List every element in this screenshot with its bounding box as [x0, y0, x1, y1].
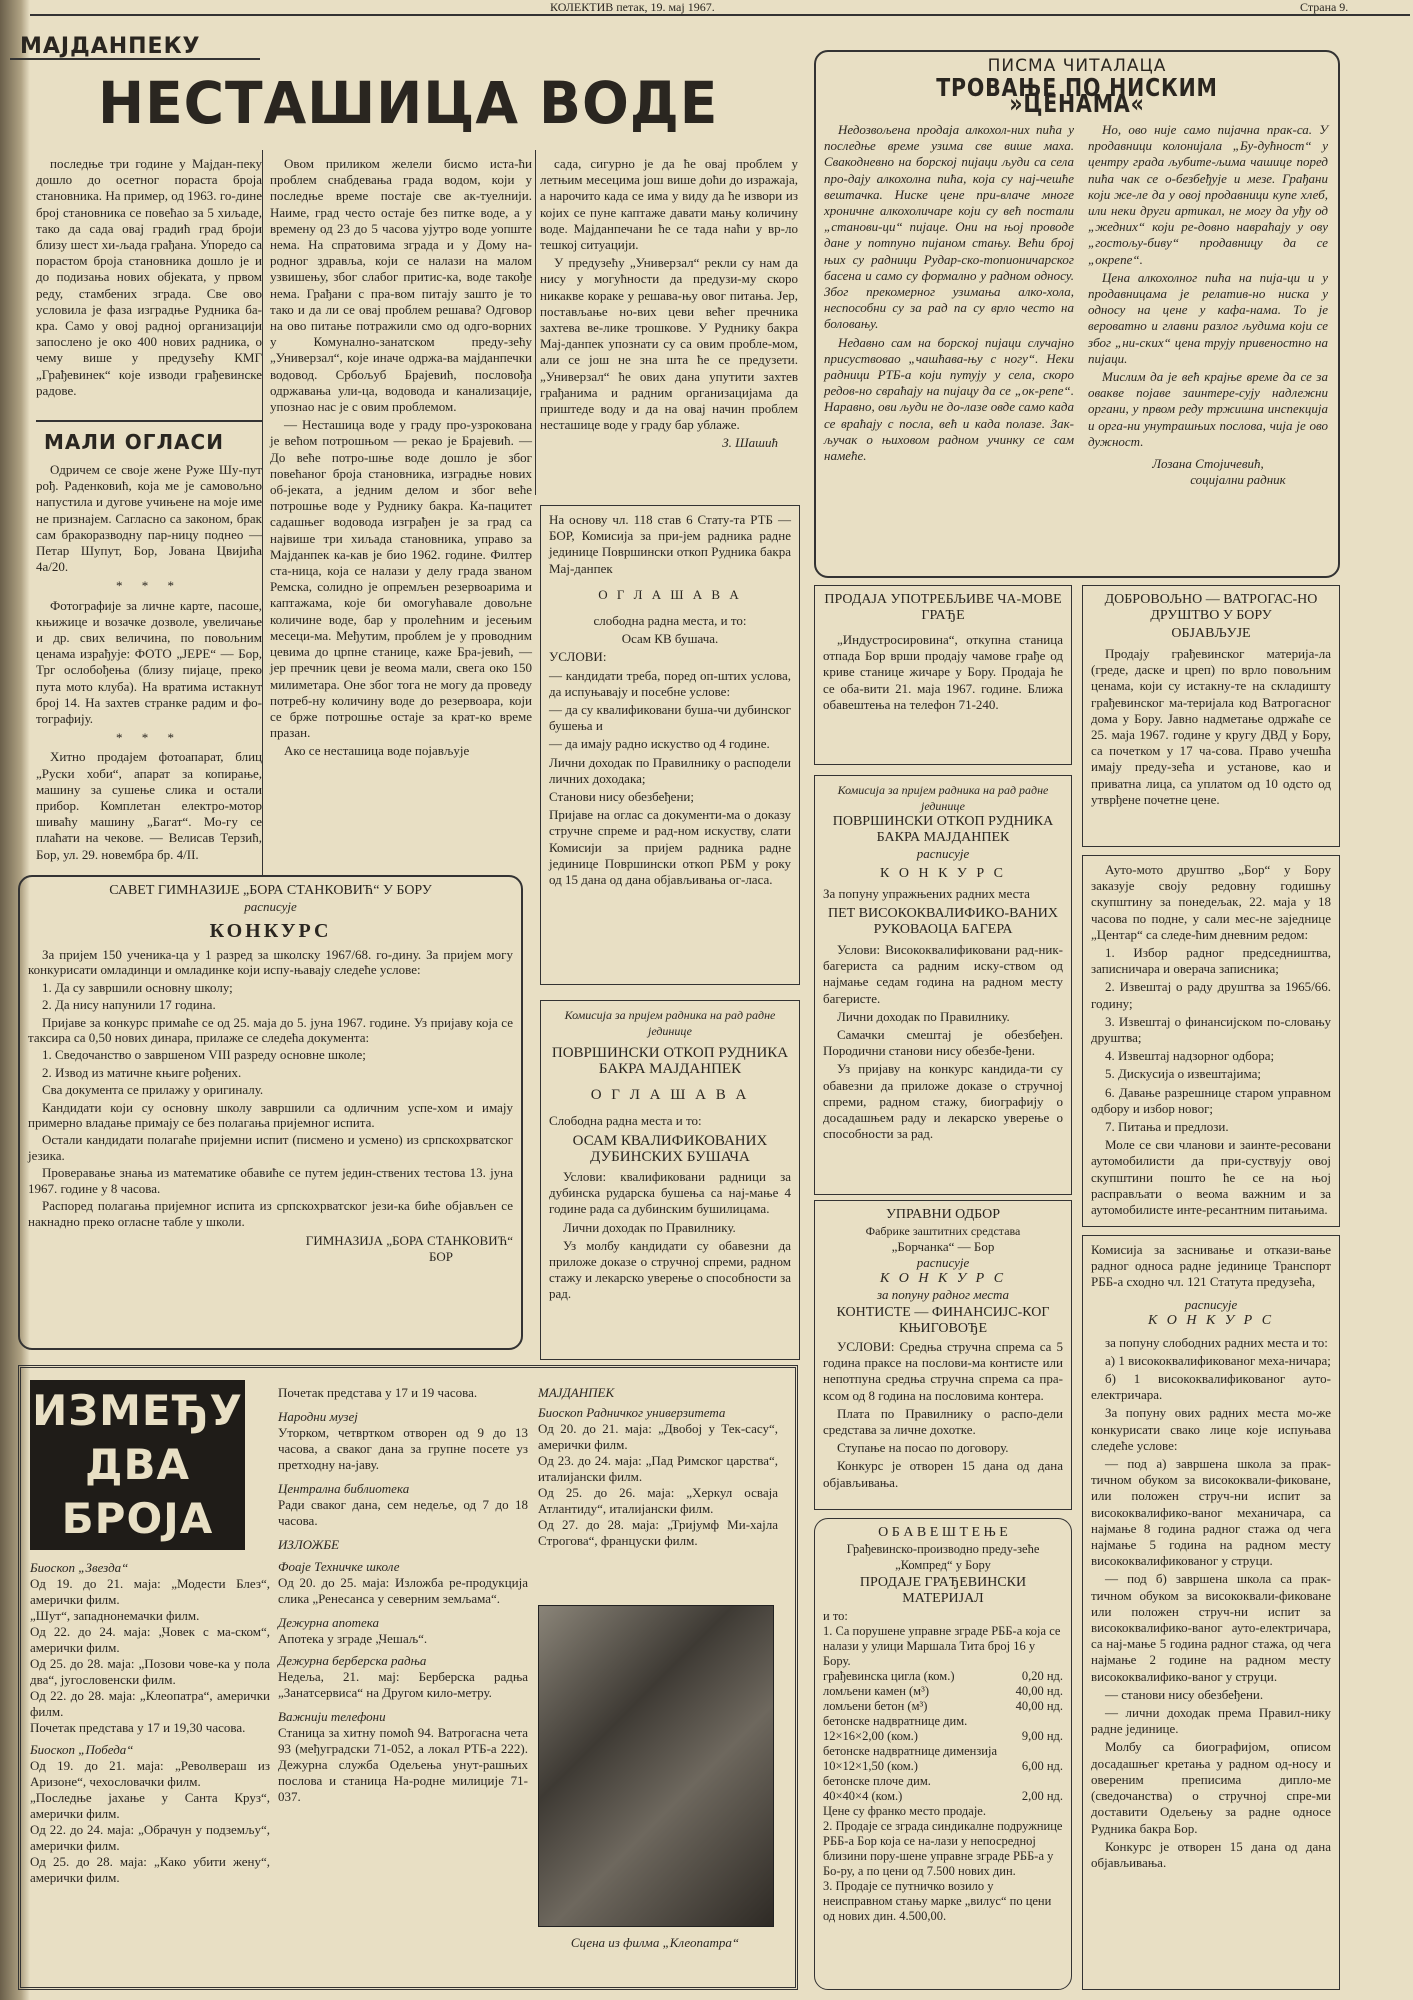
- cinema-listing: Почетак представа у 17 и 19,30 часова.: [30, 1720, 246, 1735]
- borc-start: Ступање на посао по договору.: [837, 1440, 1009, 1456]
- notice-item: ломљени камен (м³): [823, 1684, 929, 1698]
- borc-s1: за попуну радног места: [876, 1287, 1010, 1302]
- cinema-listing: Од 22. до 24. маја: „Човек с ма-ском“, амерички филм.: [30, 1624, 270, 1655]
- letter-role: социјални радник: [1190, 472, 1286, 488]
- gym-line1: САВЕТ ГИМНАЗИЈЕ „БОРА СТАНКОВИЋ“ У БОРУ: [109, 883, 432, 898]
- tr-body: Комисија за заснивање и откази-вање радног односа радне јединице Транспорт РББ-а сходно чл. 121 Статута предузећа,: [1091, 1242, 1331, 1290]
- notice-i2: 2. Продаје се зграда синдикалне подружнице РББ-а Бор која се на-лази у непосредној близини пору-шене управне зграде РББ-а у Бо-ру, а по цени од 7.500 нових дин.: [823, 1819, 1063, 1878]
- water-col1: [36, 156, 262, 401]
- ogl2-kicker: Комисија за пријем радника на рад радне јединице: [564, 1008, 776, 1038]
- cinema-listing: „Последње јахање у Санта Круз“, амерички филм.: [30, 1790, 270, 1821]
- auto-end: Моле се сви чланови и заинте-ресовани аутомобилисти да при-суствују овој скупштини пошто ће се на њој расправљати о веома важним и за аутомобилисте инте-ресантним питањима.: [1091, 1137, 1331, 1218]
- ogl2-org: ПОВРШИНСКИ ОТКОП РУДНИКА БАКРА МАЈДАНПЕК: [551, 1045, 789, 1077]
- ads-separator: * * *: [116, 730, 182, 746]
- tr-s1: за попуну слободних радних места и то:: [1105, 1334, 1328, 1350]
- auto-i3: 3. Извештај о финансијском по-словању друштва;: [1091, 1013, 1331, 1046]
- foyer-head: Фоаје Техничке школе: [278, 1559, 400, 1574]
- notice-item: 10×12×1,50 (ком.): [823, 1759, 918, 1773]
- notice-price: 2,00 нд.: [1021, 1789, 1063, 1803]
- tr-c4: — лични доходак према Правил-нику радне јединице.: [1091, 1705, 1331, 1737]
- gym-sign2: БОР: [429, 1248, 453, 1264]
- ogl1-s1: слободна радна места, и то:: [593, 613, 747, 629]
- between-issues-logo: ИЗМЕЂУ ДВА БРОЈА: [30, 1380, 245, 1550]
- bor-cinemas: [30, 1560, 270, 1886]
- notice-price: 0,20 нд.: [1021, 1669, 1063, 1683]
- announcement-drillers-2: [540, 1000, 800, 1360]
- water-col3-p2: У предузећу „Универзал“ рекли су нам да нису у могућности да предузи-му скоро никакве кораке у решава-њу овог питања. Јер, постављање но-вих цеви већег пречника захтева ве-лике трошкове. У Руднику бакра Мај-данпек упознати су са овим пробле-мом, али се још не зна шта ће се предузети. „Универзал“ ће ових дана упутити захтев грађанима и радним организацијама да приштеде воду и да на овај начин проблем несташице воде у граду бар ублаже.: [540, 255, 798, 433]
- page-header: [30, 0, 1410, 16]
- ogl2-u: Услови: квалификовани радници за дубинска рударска бушења са нај-мање 4 године рада са дубинским бушилицама.: [549, 1169, 791, 1217]
- water-col2-p1: Овом приликом желели бисмо иста-ћи проблем снабдевања града водом, који у последње време постаје све ак-туелнији. Наиме, град често остаје без питке воде, а у времену од 23 до 5 часова ујутро воде уопште нема. На спратовима зграда и у Дому на-родног здравља, који се налази на малом узвишењу, због слабог притис-ка, воде такође нема. Грађани с пра-вом питају зашто је то тако и да ли се овај проблем решава? Одговор на ово питање потражили смо од одго-ворних у Комунално-занатском преду-зећу „Универзал“, које иначе одржа-ва мајданпечки водовод. Србољуб Брајевић, пословођа одржавања ули-ца, водовода и канализације, упознао нас је с овим проблемом.: [270, 156, 532, 415]
- foyer-text: Од 20. до 25. маја: Изложба ре-продукција слика „Ренесанса у северним земљама“.: [278, 1575, 528, 1606]
- col-rule-1: [262, 150, 263, 875]
- notice-item: 40×40×4 (ком.): [823, 1789, 903, 1803]
- fire-body: Продају грађевинског материја-ла (греде, даске и цреп) по врло повољним ценама, који су истакну-те на складишту грађевинског ма-теријала код Ватрогасног дома у Бору. Јавно надметање одржаће се 25. маја 1967. године у кругу ДВД у Бору, са почетком у 17 ча-сова. Право учешћа имају преду-зећа и установе, као и приватна лица, са уплатом од 10 одсто од утврђене почетне цене.: [1091, 646, 1331, 807]
- ad-1: Одричем се своје жене Руже Шу-пут рођ. Раденковић, која ме је самовољно напустила и дугове учињене на моје име не признајем. Сагласно са законом, брак сам бракоразводну пар-ницу поднео — Петар Шупут, Бор, Јована Цвијића 4а/20.: [36, 462, 262, 575]
- ogl2-apply: Уз молбу кандидати су обавезни да приложе доказе о стручној спреми, радном стажу и лекарско уверење о способности за рад.: [549, 1237, 791, 1302]
- phones-head: Важнији телефони: [278, 1709, 386, 1724]
- water-col1-p1: последње три године у Мајдан-пеку дошло до осетног пораста броја становника. На пример, од 1963. го-дине број становника се повећао за 5 хиљаде, тако да сада овај градић град броји близу шест хи-љада грађана. Упоредо са порастом броја становника дошло је и до подизања нових објеката, у првом реду, стамбених зграда. Све ово условила је фаза изградње Рудника ба-кра. Само у овој радној организацији запослено је око 400 нових радника, о чему више у предузећу КМГ „Грађевинек“ које изводи грађевинске радове.: [36, 156, 262, 398]
- tr-b: б) 1 висококвалификованог ауто-електричара.: [1091, 1371, 1331, 1403]
- mgr-head: К О Н К У Р С: [880, 866, 1006, 881]
- ad-2: Фотографије за личне карте, пасоше, књижице и возачке дозволе, увеличање и др. свих величина, по повољним ценама израђује: ФОТО „ЈЕРЕ“ — Бор, Трг ослобођења (близу пијаце, преко пута мото клуба). На вратима истакнут број 14. На захтев странке радим и фо-тографију.: [36, 597, 262, 727]
- mgr-u: Услови: Висококвалификовани рад-ник-багериста са радним иску-ством од најмање седам година на радном месту багеристе.: [823, 942, 1063, 1006]
- gym-body5: Остали кандидати полагаће пријемни испит (писмено и усмено) из српскохрватског језика.: [28, 1132, 513, 1163]
- mp-listing: Од 25. до 26. маја: „Херкул осваја Атлантиду“, италијански филм.: [538, 1485, 778, 1516]
- gym-body7: Распоред полагања пријемног испита из српскохрватског јези-ка биће објављен се накнадно преко огласне табле у школи.: [28, 1198, 513, 1229]
- tr-c2: — под б) завршена школа са прак-тичном обуком за висококвали-фиковане или положен струч-ни испит за висококвалифико-ваног ауто-електричара, са нај-мање 5 година радног стажа, од чега најмање 2 године на радном месту висококвалифико-ваног у струци.: [1091, 1571, 1331, 1684]
- notice-price: 9,00 нд.: [1021, 1729, 1063, 1743]
- ogl2-pay: Лични доходак по Правилнику.: [563, 1219, 736, 1235]
- cinema-listing: Од 19. до 21. маја: „Модести Блез“, амерички филм.: [30, 1576, 270, 1607]
- notice-item: ломљени бетон (м³): [823, 1699, 928, 1713]
- ogl1-apply: Пријаве на оглас са документи-ма о доказу стручне спреме и рад-ном искуству, слати Комисији за пријем радника радне јединице Површински откоп РБМ у року од 15 дана од дана објављивања ог-ласа.: [549, 807, 791, 888]
- auto-body: Ауто-мото друштво „Бор“ у Бору заказује своју редовну годишњу скупштину за понедељак, 22. маја у 18 часова по подне, у сали мес-не заједнице „Центар“ са следе-ћим дневним редом:: [1091, 862, 1331, 942]
- ogl1-u2: — да су квалификовани буша-чи дубинског бушења и: [549, 702, 791, 734]
- mgr-flat: Самачки смештај је обезбеђен. Породични станови нису обезбе-ђени.: [823, 1027, 1063, 1059]
- cinema-listing: Од 19. до 21. маја: „Револвераш из Аризоне“, чехословачки филм.: [30, 1758, 270, 1789]
- header-page: Страна 9.: [1300, 0, 1349, 14]
- transport-competition: [1082, 1235, 1340, 1990]
- header-paper: КОЛЕКТИВ петак, 19. мај 1967.: [550, 0, 715, 14]
- ads-separator: * * *: [116, 578, 182, 594]
- museum-head: Народни музеј: [278, 1409, 358, 1424]
- mp-cinema: Биоскоп Радничког универзитета: [538, 1405, 726, 1420]
- gym-body4: Кандидати који су основну школу завршили са одличним успе-хом и имају примерно владање примају се без полагања пријемног испита.: [28, 1099, 513, 1131]
- borc-head: К О Н К У Р С: [879, 1271, 1007, 1286]
- mid-start: Почетак представа у 17 и 19 часова.: [278, 1385, 478, 1400]
- photo-caption: Сцена из филма „Клеопатра“: [570, 1935, 740, 1950]
- left-kicker: МАЈДАНПЕКУ: [20, 34, 201, 59]
- letter-p2: Недавно сам на борској пијаци случајно присуствовао „чашћава-њу с ногу“. Неки радници РТБ-а који путују у села, скоро редов-но свраћају на пијацу да се „ок-репе“. Наравно, ови људи не до-лазе овде само када се враћају с посла, већ и када полазе. Зак-ључак о њиховом радном учинку се сам намеће.: [824, 334, 1074, 464]
- letters-section: ПИСМА ЧИТАЛАЦА: [987, 56, 1167, 76]
- notice-fr: Цене су франко место продаје.: [823, 1804, 986, 1818]
- gym-d1: 1. Сведочанство о завршеном VIII разреду основне школе;: [42, 1047, 366, 1063]
- notice-price: 40,00 нд.: [1015, 1684, 1063, 1698]
- mgr-sub: расписује: [916, 846, 970, 861]
- exhibitions-head: ИЗЛОЖБЕ: [278, 1537, 340, 1552]
- auto-i2: 2. Извештај о раду друштва за 1965/66. годину;: [1091, 979, 1331, 1011]
- ogl1-pay: Лични доходак по Правилнику о расподели личних доходака;: [549, 754, 791, 786]
- mgr-s1: За попуну упражњених радних места: [823, 886, 1030, 901]
- mgr-pay: Лични доходак по Правилнику.: [837, 1008, 1010, 1024]
- water-col2: [270, 156, 532, 762]
- majdanpek-col: [538, 1385, 778, 1549]
- tr-head: К О Н К У Р С: [1147, 1312, 1275, 1328]
- notice-r6: бетонске надвратнице димензија: [823, 1744, 997, 1758]
- tr-apply: Молбу са биографијом, описом досадашњег кретања у радном од-носу и овереним преписима дипло-ме (сведочанства) о стручној спре-ми доставити Одељењу за радне односе Рудника бакра Бор.: [1091, 1739, 1331, 1836]
- gym-body2: Пријаве за конкурс примаће се од 25. маја до 5. јуна 1967. године. Уз пријаву која се таксира са 0,50 нових динара, прилаже се следећа документа:: [28, 1014, 513, 1046]
- tr-sub: расписује: [1184, 1296, 1238, 1312]
- borc-sub: расписује: [916, 1255, 970, 1270]
- sale-fir-lumber: [814, 585, 1072, 765]
- gym-c2: 2. Да нису напунили 17 година.: [42, 997, 216, 1013]
- mgr-org: ПОВРШИНСКИ ОТКОП РУДНИКА БАКРА МАЈДАНПЕК: [832, 814, 1054, 845]
- mgr-apply: Уз пријаву на конкурс кандида-ти су обавезни да приложе доказе о стручној спреми, радном стажу, биографију о досадашњем раду и лекарско уверење о способности за рад.: [823, 1061, 1063, 1142]
- gym-body3: Сва документа се прилажу у оригиналу.: [42, 1082, 264, 1098]
- library-text: Ради сваког дана, сем недеље, од 7 до 18 часова.: [278, 1497, 528, 1528]
- ad-3: Хитно продајем фотоапарат, блиц „Руски хоби“, апарат за копирање, машину за сушење слика и остали прибор. Комплетан електро-мотор шиваћу машину „Багат“. Мо-гу се плаћати на чекове. — Велисав Терзић, Бор, ул. 29. новембра бр. 4/II.: [36, 749, 262, 862]
- water-col3: [540, 156, 798, 452]
- borcanka-competition: [814, 1200, 1072, 1510]
- notice-price: 40,00 нд.: [1015, 1699, 1063, 1713]
- auto-i1: 1. Избор радног председништва, записничара и оверача записника;: [1091, 945, 1331, 977]
- auto-moto-assembly: [1082, 855, 1340, 1227]
- sale1-body: „Индустросировина“, откупна станица отпада Бор врши продају чамове грађе од криве станице жичаре у Бору. Продаја ће се оба-вити 21. маја 1967. године. Ближа обавештења на телефон 71-240.: [823, 632, 1063, 712]
- mp-listing: Од 27. до 28. маја: „Тријумф Ми-хајла Строгова“, француски филм.: [538, 1517, 778, 1548]
- cinema-zvezda: Биоскоп „Звезда“: [30, 1560, 129, 1575]
- borc-u: УСЛОВИ: Средња стручна спрема са 5 година праксе на послови-ма контисте или непотпуна средња стручна спрема са пра-ксом од 8 година на пословима контера.: [823, 1339, 1063, 1403]
- mp-listing: Од 23. до 24. маја: „Пад Римског царства“, италијански филм.: [538, 1453, 778, 1484]
- borc-pay: Плата по Правилнику о распо-дели средстава за личне дохотке.: [823, 1405, 1063, 1438]
- ogl1-cond: УСЛОВИ:: [549, 649, 607, 665]
- excavator-competition: [814, 775, 1072, 1195]
- gym-line2: расписује: [244, 899, 297, 914]
- notice-i3: 3. Продаје се путничко возило у неисправном стању марке „вилус“ по цени од нових дин. 4.500,00.: [823, 1879, 1052, 1923]
- notice-row: [823, 1729, 1063, 1744]
- notice-head: ПРОДАЈЕ ГРАЂЕВИНСКИ МАТЕРИЈАЛ: [859, 1575, 1027, 1606]
- cleopatra-photo: [538, 1605, 774, 1927]
- gymnasium-competition: [18, 875, 523, 1350]
- borc-title: УПРАВНИ ОДБОР: [886, 1207, 1000, 1222]
- notice-r4: бетонске надвратнице дим.: [823, 1714, 968, 1728]
- gym-sign1: ГИМНАЗИЈА „БОРА СТАНКОВИЋ“: [305, 1232, 513, 1248]
- main-title: НЕСТАШИЦА ВОДЕ: [98, 69, 719, 137]
- cinema-listing: Од 22. до 28. маја: „Клеопатра“, амерички филм.: [30, 1688, 270, 1719]
- col-rule-2: [535, 150, 536, 495]
- notice-item: грађевинска цигла (ком.): [823, 1669, 955, 1683]
- borc-org2: „Борчанка“ — Бор: [891, 1239, 995, 1254]
- water-col2-p3: Ако се несташица воде појављује: [284, 743, 470, 759]
- letter-author: Лозана Стојичевић,: [1152, 456, 1264, 472]
- gym-d2: 2. Извод из матичне књиге рођених.: [42, 1064, 242, 1080]
- kicker-rule: [10, 58, 260, 60]
- cinema-listing: Од 22. до 24. маја: „Обрачун у подземљу“, амерички филм.: [30, 1822, 270, 1853]
- tr-c3: — станови нису обезбеђени.: [1105, 1686, 1264, 1702]
- ogl2-pos: ОСАМ КВАЛИФИКОВАНИХ ДУБИНСКИХ БУШАЧА: [572, 1133, 768, 1165]
- mgr-pos: ПЕТ ВИСОКОКВАЛИФИКО-ВАНИХ РУКОВАОЦА БАГЕРА: [827, 906, 1059, 937]
- gym-title: КОНКУРС: [209, 920, 332, 942]
- notice-row: [823, 1759, 1063, 1774]
- readers-letters: [814, 50, 1340, 578]
- ads-title: МАЛИ ОГЛАСИ: [44, 430, 224, 454]
- cinema-listing: Од 25. до 28. маја: „Позови чове-ка у пола два“, југословенски филм.: [30, 1656, 270, 1687]
- mp-listing: Од 20. до 21. маја: „Двобој у Тек-сасу“, амерички филм.: [538, 1421, 778, 1452]
- tr-cond: За попуну ових радних места мо-же конкурисати свако лице које испуњава следеће услове:: [1091, 1405, 1331, 1453]
- letter-p1: Недозвољена продаја алкохол-них пића у последње време узима све више маха. Свакодневно на борској пијаци људи са села про-дају алкохолна пића, која су нај-чешће вештачка. Ниске цене при-влаче многе хроничне алкохоличаре који су већ постали „станови-ци“ пијаце. Они на њој проводе дане у потпуно пијаном стању. Већи број њих су радници Рудар-ско-топионичарског басена и само су формално у радном односу. Због прекомерног узимања алко-хола, неспособни су за рад па су врло често на боловању.: [824, 122, 1074, 332]
- barber-text: Недеља, 21. мај: Берберска радња „Занатсервиса“ на Другом кило-метру.: [278, 1669, 528, 1700]
- cinema-listing: Од 25. до 28. маја: „Како убити жену“, амерички филм.: [30, 1854, 270, 1885]
- borc-org1: Фабрике заштитних средстава: [865, 1224, 1021, 1238]
- library-head: Централна библиотека: [278, 1481, 410, 1496]
- museum-text: Уторком, четвртком отворен од 9 до 13 часова, а сваког дана за групне посете уз претходну на-јаву.: [278, 1425, 528, 1472]
- letter-p4: Цена алкохолног пића на пија-ци и у продавницама је релатив-но ниска у односу на цене у кафа-нама. То је вероватно и главни разлог људима који се због „ни-ских“ цена трују привеностно на пијаци.: [1088, 269, 1328, 366]
- water-author: З. Шашић: [722, 435, 778, 451]
- gym-c1: 1. Да су завршили основну школу;: [42, 979, 233, 995]
- water-col2-p2: — Несташица воде у граду про-узрокована је већом потрошњом — рекао је Брајевић. — До веће потро-шње воде дошло је због повећаног броја становника, изградње нових об-јеката, а једним делом и због веће потрошње воде у Руднику бакра. Ка-пацитет садашњег водовода изграђен је за град са највише три хиљада становника, управо за Мајданпек ка-кав је био 1962. године. Филтер ста-ница, која се налази у делу града званом Ремска, солидно је опремљен резервоарима и каптажама, које би омогућавале довољне количине воде, бар у пролећним и јесењим месеци-ма. Међутим, проблем је у проводним цевима до црпне станице, каже Бра-јевић, — јер пречник цеви је веома мали, свега око 150 милиметара. Оне због тога не могу да проведу потреб-ну количину воде до резервоара, који се брже потрошње остаје за крат-ко време празан.: [270, 417, 532, 741]
- notice-i0: и то:: [823, 1609, 848, 1623]
- notice-i1: 1. Са порушене управне зграде РББ-а која се налази у улици Маршала Тита број 16 у Бору.: [823, 1624, 1061, 1668]
- ogl2-head: О Г Л А Ш А В А: [590, 1087, 750, 1103]
- mgr-kicker: Комисија за пријем радника на рад радне јединице: [837, 783, 1049, 813]
- notice-price: 6,00 нд.: [1021, 1759, 1063, 1773]
- ogl1-u1: — кандидати требa, поред оп-штих услова, да испуњавају и посебне услове:: [549, 667, 791, 699]
- ogl1-u3: — да имају радно искуство од 4 године.: [549, 736, 770, 752]
- ogl2-s1: Слободна радна места и то:: [549, 1113, 702, 1128]
- letter-p5: Мислим да је већ крајње време да се за овакве појаве заинтере-сују надлежни органи, у првом реду тржишна инспекција и орга-ни унутрашњих послова, чија је ово дужност.: [1088, 369, 1328, 449]
- sale1-title: ПРОДАЈА УПОТРЕБЉИВЕ ЧА-МОВЕ ГРАЂЕ: [824, 592, 1062, 623]
- water-col3-p1: сада, сигурно је да ће овај проблем у летњим месецима још више доћи до изражаја, а нарочито када се има у виду да ће извори из којих се пуне каптаже давати мању количину воде. Мајданпечани ће се тада наћи у вр-ло тешкој ситуацији.: [540, 156, 798, 253]
- notice-row: [823, 1684, 1063, 1699]
- notice-org: Грађевинско-производно преду-зеће „Компред“ у Бору: [846, 1542, 1040, 1572]
- ogl1-intro: На основу чл. 118 став 6 Стату-та РТБ — БОР, Комисија за при-јем радника радне јединице Површински откоп Рудника бакра Мај-данпек: [549, 512, 791, 576]
- auto-i6: 6. Давање разрешнице старом управном одбору и избор новог;: [1091, 1084, 1331, 1116]
- fire-brigade-notice: [1082, 585, 1340, 847]
- tr-open: Конкурс је отворен 15 дана од дана објављивања.: [1091, 1838, 1331, 1870]
- ads-list: [36, 462, 262, 865]
- borc-pos: КОНТИСТЕ — ФИНАНСИЈС-КОГ КЊИГОВОЂЕ: [836, 1305, 1050, 1336]
- tr-c1: — под а) завршена школа за прак-тичном обуком за висококвали-фиковане, или положен струч-ни испит за висококвалифико-ваног механичара, са најмање 8 година радног стажа од чега најмање 5 година на радном месту висококвалификованог у струци.: [1091, 1456, 1331, 1569]
- gym-body1: За пријем 150 ученика-ца у 1 разред за школску 1967/68. го-дину. За пријем могу конкурисати омладинци и омладинке који испу-њавају следеће услове:: [28, 947, 513, 978]
- phones-text: Станица за хитну помоћ 94. Ватрогасна чета 93 (међуградски 71-052, а локал РТБ-а 222). Дежурна служба Одељења унут-рашњих послова и станица На-родне милиције 71-037.: [278, 1725, 528, 1804]
- notice-title: О Б А В Е Ш Т Е Њ Е: [878, 1525, 1008, 1540]
- notice-row: [823, 1699, 1063, 1714]
- letter-p3: Но, ово није само пијачна прак-са. У продавници колонијала „Бу-дућност“ у центру града љубите-љима чашице поред пића чак се о-безбеђује и мезе. Грађани који же-ле да у овој продавници купе хлеб, или неки други артикал, не могу да уђу од „жедних“ који ре-довно навраћају у ову „гостољу-биву“ продавницу да се „окрепе“.: [1088, 122, 1328, 267]
- fire-sub: ОБЈАВЉУЈЕ: [1171, 626, 1251, 641]
- mp-head: МАЈДАНПЕК: [538, 1385, 615, 1400]
- ogl1-s2: Осам КВ бушача.: [621, 631, 719, 647]
- notice-r8: бетонске плоче дим.: [823, 1774, 931, 1788]
- borc-open: Конкурс је отворен 15 дана од дана објављивања.: [823, 1458, 1063, 1490]
- notice-item: 12×16×2,00 (ком.): [823, 1729, 918, 1743]
- auto-i5: 5. Дискусија о извештајима;: [1105, 1066, 1261, 1082]
- notice-row: [823, 1669, 1063, 1684]
- gym-body6: Проверавање знања из математике обавиће се путем једин-ствених тестова 13. јуна 1967. године у 8 часова.: [28, 1165, 513, 1196]
- pharmacy-text: Апотека у зграде „Чешаљ“.: [278, 1631, 428, 1646]
- auto-i7: 7. Питања и предлози.: [1105, 1119, 1229, 1135]
- cinema-pobeda: Биоскоп „Победа“: [30, 1742, 134, 1757]
- barber-head: Дежурна берберска радња: [278, 1653, 427, 1668]
- pharmacy-head: Дежурна апотека: [278, 1615, 380, 1630]
- fire-title: ДОБРОВОЉНО — ВАТРОГАС-НО ДРУШТВО У БОРУ: [1104, 592, 1318, 623]
- notice-row: [823, 1789, 1063, 1804]
- between-mid-col: [278, 1385, 528, 1805]
- tr-a: а) 1 висококвалификованог меха-ничара;: [1105, 1352, 1331, 1368]
- ogl1-head: О Г Л А Ш А В А: [598, 586, 742, 602]
- cinema-listing: „Шут“, западнонемачки филм.: [30, 1608, 200, 1623]
- auto-i4: 4. Извештај надзорног одбора;: [1105, 1048, 1275, 1064]
- letters-title: ТРОВАЊЕ ПО НИСКИМ »ЦЕНАМА«: [936, 73, 1218, 118]
- ads-rule: [36, 420, 262, 422]
- kompred-notice: [814, 1518, 1072, 1990]
- ogl1-flat: Станови нису обезбеђени;: [549, 789, 694, 805]
- announcement-drillers-1: [540, 505, 800, 985]
